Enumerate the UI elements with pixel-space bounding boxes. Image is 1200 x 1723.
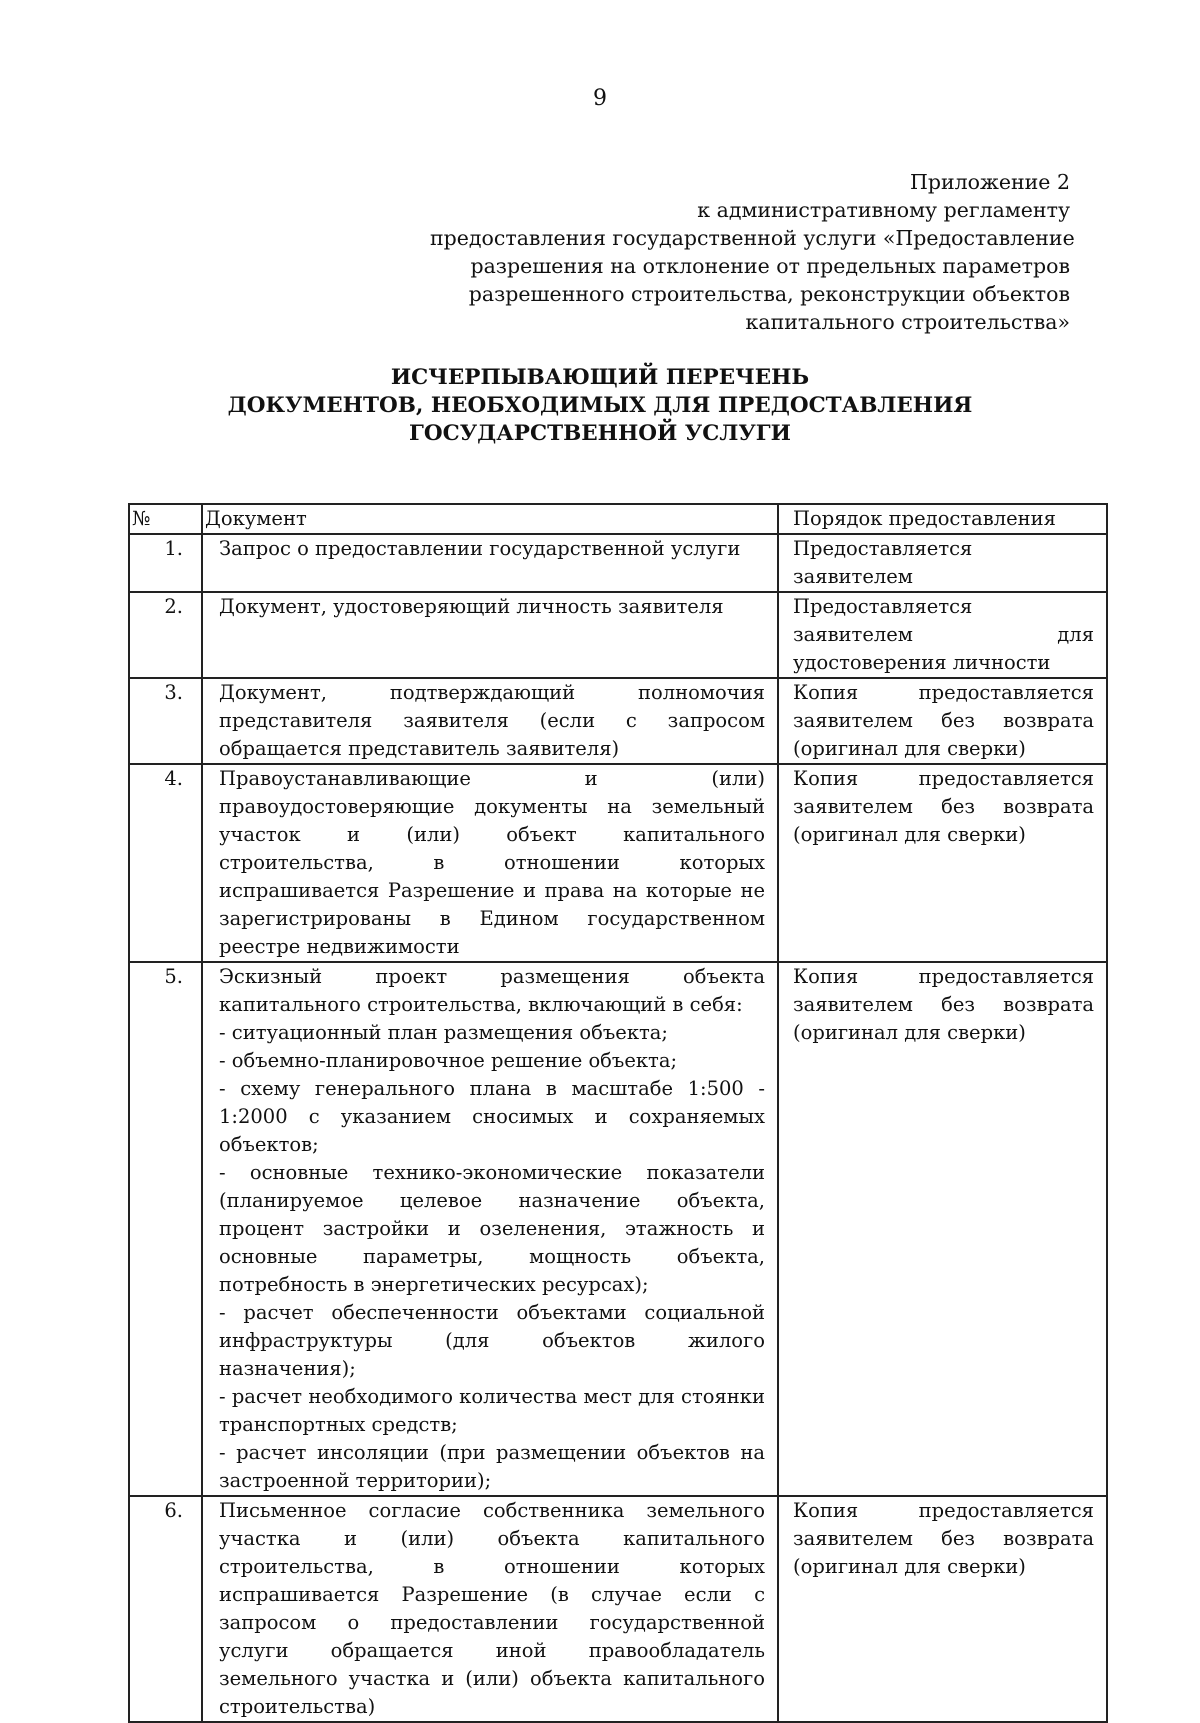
row-order: Копия предоставляется заявителем без возврата (оригинал для сверки) — [778, 678, 1107, 764]
row-document: Правоустанавливающие и (или) правоудостоверяющие документы на земельный участок и (или) объект капитального строительства, в отношении которых испрашивается Разрешение и права на которые не зарегистрированы в Едином государственном реестре недвижимости — [202, 764, 778, 962]
row-number: 4. — [129, 764, 202, 962]
appendix-line: предоставления государственной услуги «Предоставление — [430, 226, 1075, 250]
table-header-row — [129, 504, 1107, 534]
documents-table — [128, 503, 1108, 1723]
table-row — [129, 1496, 1107, 1722]
header-document: Документ — [202, 504, 778, 534]
table-row — [129, 592, 1107, 678]
row-order: Копия предоставляется заявителем без возврата (оригинал для сверки) — [778, 1496, 1107, 1722]
document-line: - расчет инсоляции (при размещении объектов на застроенной территории); — [219, 1441, 765, 1492]
title-line: ДОКУМЕНТОВ, НЕОБХОДИМЫХ ДЛЯ ПРЕДОСТАВЛЕНИЯ — [227, 393, 973, 418]
document-line: - расчет необходимого количества мест для стоянки транспортных средств; — [219, 1385, 765, 1436]
row-document — [202, 962, 778, 1496]
table-row — [129, 678, 1107, 764]
row-number: 2. — [129, 592, 202, 678]
appendix-line: разрешенного строительства, реконструкции объектов — [468, 282, 1070, 306]
row-number: 6. — [129, 1496, 202, 1722]
row-order: Копия предоставляется заявителем без возврата (оригинал для сверки) — [778, 962, 1107, 1496]
document-line: - объемно-планировочное решение объекта; — [219, 1049, 678, 1072]
row-document: Документ, подтверждающий полномочия представителя заявителя (если с запросом обращается представитель заявителя) — [202, 678, 778, 764]
row-number: 3. — [129, 678, 202, 764]
document-line: - схему генерального плана в масштабе 1:500 - 1:2000 с указанием сносимых и сохраняемых объектов; — [219, 1077, 765, 1156]
row-document: Документ, удостоверяющий личность заявителя — [202, 592, 778, 678]
document-title — [0, 364, 1200, 448]
row-order: Копия предоставляется заявителем без возврата (оригинал для сверки) — [778, 764, 1107, 962]
appendix-header — [430, 168, 1075, 336]
document-line: - расчет обеспеченности объектами социальной инфраструктуры (для объектов жилого назначения); — [219, 1301, 765, 1380]
table-row — [129, 764, 1107, 962]
appendix-line: Приложение 2 — [909, 170, 1070, 194]
appendix-line: к административному регламенту — [697, 198, 1070, 222]
title-line: ГОСУДАРСТВЕННОЙ УСЛУГИ — [409, 421, 791, 446]
header-number: № — [129, 504, 202, 534]
header-order: Порядок предоставления — [778, 504, 1107, 534]
appendix-line: капитального строительства» — [745, 310, 1070, 334]
document-line: Эскизный проект размещения объекта капитального строительства, включающий в себя: — [219, 965, 765, 1016]
document-line: - основные технико-экономические показатели (планируемое целевое назначение объекта, процент застройки и озеленения, этажность и основные параметры, мощность объекта, потребность в энергетических ресурсах); — [219, 1161, 765, 1296]
row-order: Предоставляется заявителем для удостоверения личности — [778, 592, 1107, 678]
row-document: Письменное согласие собственника земельного участка и (или) объекта капитального строительства, в отношении которых испрашивается Разрешение (в случае если с запросом о предоставлении государственной услуги обращается иной правообладатель земельного участка и (или) объекта капитального строительства) — [202, 1496, 778, 1722]
document-line: - ситуационный план размещения объекта; — [219, 1021, 668, 1044]
row-number: 5. — [129, 962, 202, 1496]
row-order: Предоставляется заявителем — [778, 534, 1107, 592]
appendix-line: разрешения на отклонение от предельных параметров — [470, 254, 1070, 278]
row-number: 1. — [129, 534, 202, 592]
table-row — [129, 962, 1107, 1496]
row-document: Запрос о предоставлении государственной услуги — [202, 534, 778, 592]
title-line: ИСЧЕРПЫВАЮЩИЙ ПЕРЕЧЕНЬ — [390, 365, 810, 390]
page-number: 9 — [593, 86, 607, 111]
table-row — [129, 534, 1107, 592]
